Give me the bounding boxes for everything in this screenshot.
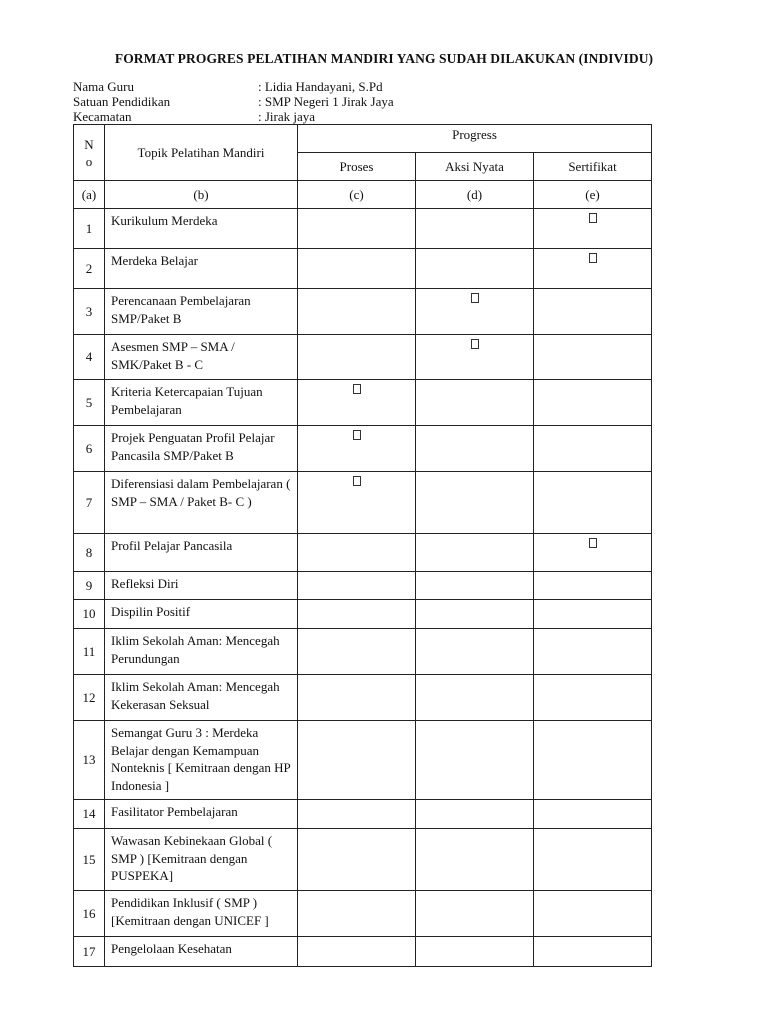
header-proses: Proses	[298, 153, 416, 181]
checkmark-box-icon	[471, 293, 479, 303]
progress-table	[73, 124, 652, 967]
row-number: 16	[74, 891, 105, 937]
info-label: Kecamatan	[73, 109, 132, 124]
row-number: 6	[74, 426, 105, 472]
row-proses-cell	[298, 335, 416, 380]
table-row	[74, 289, 652, 335]
row-topic: Perencanaan Pembelajaran SMP/Paket B	[105, 289, 298, 335]
row-topic: Iklim Sekolah Aman: Mencegah Perundungan	[105, 629, 298, 675]
table-row	[74, 629, 652, 675]
row-aksi-cell	[416, 800, 534, 829]
row-sertifikat-cell	[534, 572, 652, 600]
row-proses-cell	[298, 675, 416, 721]
row-proses-cell	[298, 600, 416, 629]
row-topic: Fasilitator Pembelajaran	[105, 800, 298, 829]
header-progress: Progress	[298, 125, 652, 153]
info-value: : Lidia Handayani, S.Pd	[258, 79, 383, 94]
row-sertifikat-cell	[534, 534, 652, 572]
row-sertifikat-cell	[534, 289, 652, 335]
row-proses-cell	[298, 572, 416, 600]
table-row	[74, 937, 652, 967]
row-proses-cell	[298, 721, 416, 800]
row-number: 11	[74, 629, 105, 675]
row-topic: Refleksi Diri	[105, 572, 298, 600]
info-label: Nama Guru	[73, 79, 135, 94]
header-code: (d)	[416, 181, 534, 209]
row-number: 9	[74, 572, 105, 600]
row-aksi-cell	[416, 600, 534, 629]
table-row	[74, 426, 652, 472]
row-topic: Kurikulum Merdeka	[105, 209, 298, 249]
row-proses-cell	[298, 209, 416, 249]
row-number: 15	[74, 829, 105, 891]
row-aksi-cell	[416, 721, 534, 800]
row-number: 13	[74, 721, 105, 800]
table-row	[74, 600, 652, 629]
row-aksi-cell	[416, 891, 534, 937]
row-sertifikat-cell	[534, 426, 652, 472]
row-topic: Pendidikan Inklusif ( SMP ) [Kemitraan dengan UNICEF ]	[105, 891, 298, 937]
row-sertifikat-cell	[534, 829, 652, 891]
header-aksi-nyata: Aksi Nyata	[416, 153, 534, 181]
row-number: 4	[74, 335, 105, 380]
checkmark-box-icon	[353, 430, 361, 440]
row-proses-cell	[298, 534, 416, 572]
row-proses-cell	[298, 289, 416, 335]
table-row	[74, 800, 652, 829]
row-topic: Projek Penguatan Profil Pelajar Pancasila SMP/Paket B	[105, 426, 298, 472]
row-number: 10	[74, 600, 105, 629]
row-aksi-cell	[416, 209, 534, 249]
row-number: 2	[74, 249, 105, 289]
row-sertifikat-cell	[534, 209, 652, 249]
row-sertifikat-cell	[534, 335, 652, 380]
row-sertifikat-cell	[534, 800, 652, 829]
row-proses-cell	[298, 800, 416, 829]
row-proses-cell	[298, 937, 416, 967]
checkmark-box-icon	[353, 384, 361, 394]
row-aksi-cell	[416, 829, 534, 891]
row-topic: Asesmen SMP – SMA / SMK/Paket B - C	[105, 335, 298, 380]
table-row	[74, 829, 652, 891]
table-row	[74, 572, 652, 600]
info-value: : SMP Negeri 1 Jirak Jaya	[258, 94, 394, 109]
row-number: 8	[74, 534, 105, 572]
row-aksi-cell	[416, 629, 534, 675]
row-proses-cell	[298, 472, 416, 534]
row-sertifikat-cell	[534, 721, 652, 800]
header-sertifikat: Sertifikat	[534, 153, 652, 181]
table-row	[74, 335, 652, 380]
row-aksi-cell	[416, 534, 534, 572]
header-topic: Topik Pelatihan Mandiri	[105, 125, 298, 181]
table-row	[74, 891, 652, 937]
row-topic: Wawasan Kebinekaan Global ( SMP ) [Kemitraan dengan PUSPEKA]	[105, 829, 298, 891]
header-code: (a)	[74, 181, 105, 209]
row-sertifikat-cell	[534, 891, 652, 937]
row-aksi-cell	[416, 249, 534, 289]
row-sertifikat-cell	[534, 675, 652, 721]
row-number: 14	[74, 800, 105, 829]
row-proses-cell	[298, 829, 416, 891]
header-code: (c)	[298, 181, 416, 209]
row-topic: Profil Pelajar Pancasila	[105, 534, 298, 572]
checkmark-box-icon	[589, 213, 597, 223]
checkmark-box-icon	[589, 253, 597, 263]
row-proses-cell	[298, 249, 416, 289]
row-proses-cell	[298, 426, 416, 472]
row-number: 12	[74, 675, 105, 721]
header-code: (b)	[105, 181, 298, 209]
row-topic: Semangat Guru 3 : Merdeka Belajar dengan Kemampuan Nonteknis [ Kemitraan dengan HP Indonesia ]	[105, 721, 298, 800]
row-aksi-cell	[416, 675, 534, 721]
row-sertifikat-cell	[534, 937, 652, 967]
row-proses-cell	[298, 629, 416, 675]
table-body	[74, 209, 652, 967]
table-row	[74, 472, 652, 534]
info-label: Satuan Pendidikan	[73, 94, 171, 109]
row-topic: Dispilin Positif	[105, 600, 298, 629]
header-no: N o	[74, 125, 105, 181]
row-proses-cell	[298, 891, 416, 937]
table-row	[74, 675, 652, 721]
row-aksi-cell	[416, 289, 534, 335]
row-topic: Diferensiasi dalam Pembelajaran ( SMP – SMA / Paket B- C )	[105, 472, 298, 534]
info-value: : Jirak jaya	[258, 109, 316, 124]
row-topic: Iklim Sekolah Aman: Mencegah Kekerasan Seksual	[105, 675, 298, 721]
page-title: FORMAT PROGRES PELATIHAN MANDIRI YANG SUDAH DILAKUKAN (INDIVIDU)	[114, 51, 654, 66]
row-topic: Merdeka Belajar	[105, 249, 298, 289]
row-number: 17	[74, 937, 105, 967]
table-row	[74, 249, 652, 289]
row-sertifikat-cell	[534, 472, 652, 534]
row-aksi-cell	[416, 380, 534, 426]
row-topic: Kriteria Ketercapaian Tujuan Pembelajaran	[105, 380, 298, 426]
row-proses-cell	[298, 380, 416, 426]
row-sertifikat-cell	[534, 600, 652, 629]
row-aksi-cell	[416, 472, 534, 534]
row-aksi-cell	[416, 426, 534, 472]
row-number: 3	[74, 289, 105, 335]
checkmark-box-icon	[471, 339, 479, 349]
row-topic: Pengelolaan Kesehatan	[105, 937, 298, 967]
row-sertifikat-cell	[534, 629, 652, 675]
header-code: (e)	[534, 181, 652, 209]
row-number: 1	[74, 209, 105, 249]
row-aksi-cell	[416, 335, 534, 380]
row-aksi-cell	[416, 572, 534, 600]
row-aksi-cell	[416, 937, 534, 967]
checkmark-box-icon	[353, 476, 361, 486]
row-number: 7	[74, 472, 105, 534]
table-row	[74, 534, 652, 572]
row-number: 5	[74, 380, 105, 426]
table-row	[74, 209, 652, 249]
row-sertifikat-cell	[534, 249, 652, 289]
row-sertifikat-cell	[534, 380, 652, 426]
table-row	[74, 380, 652, 426]
table-row	[74, 721, 652, 800]
checkmark-box-icon	[589, 538, 597, 548]
